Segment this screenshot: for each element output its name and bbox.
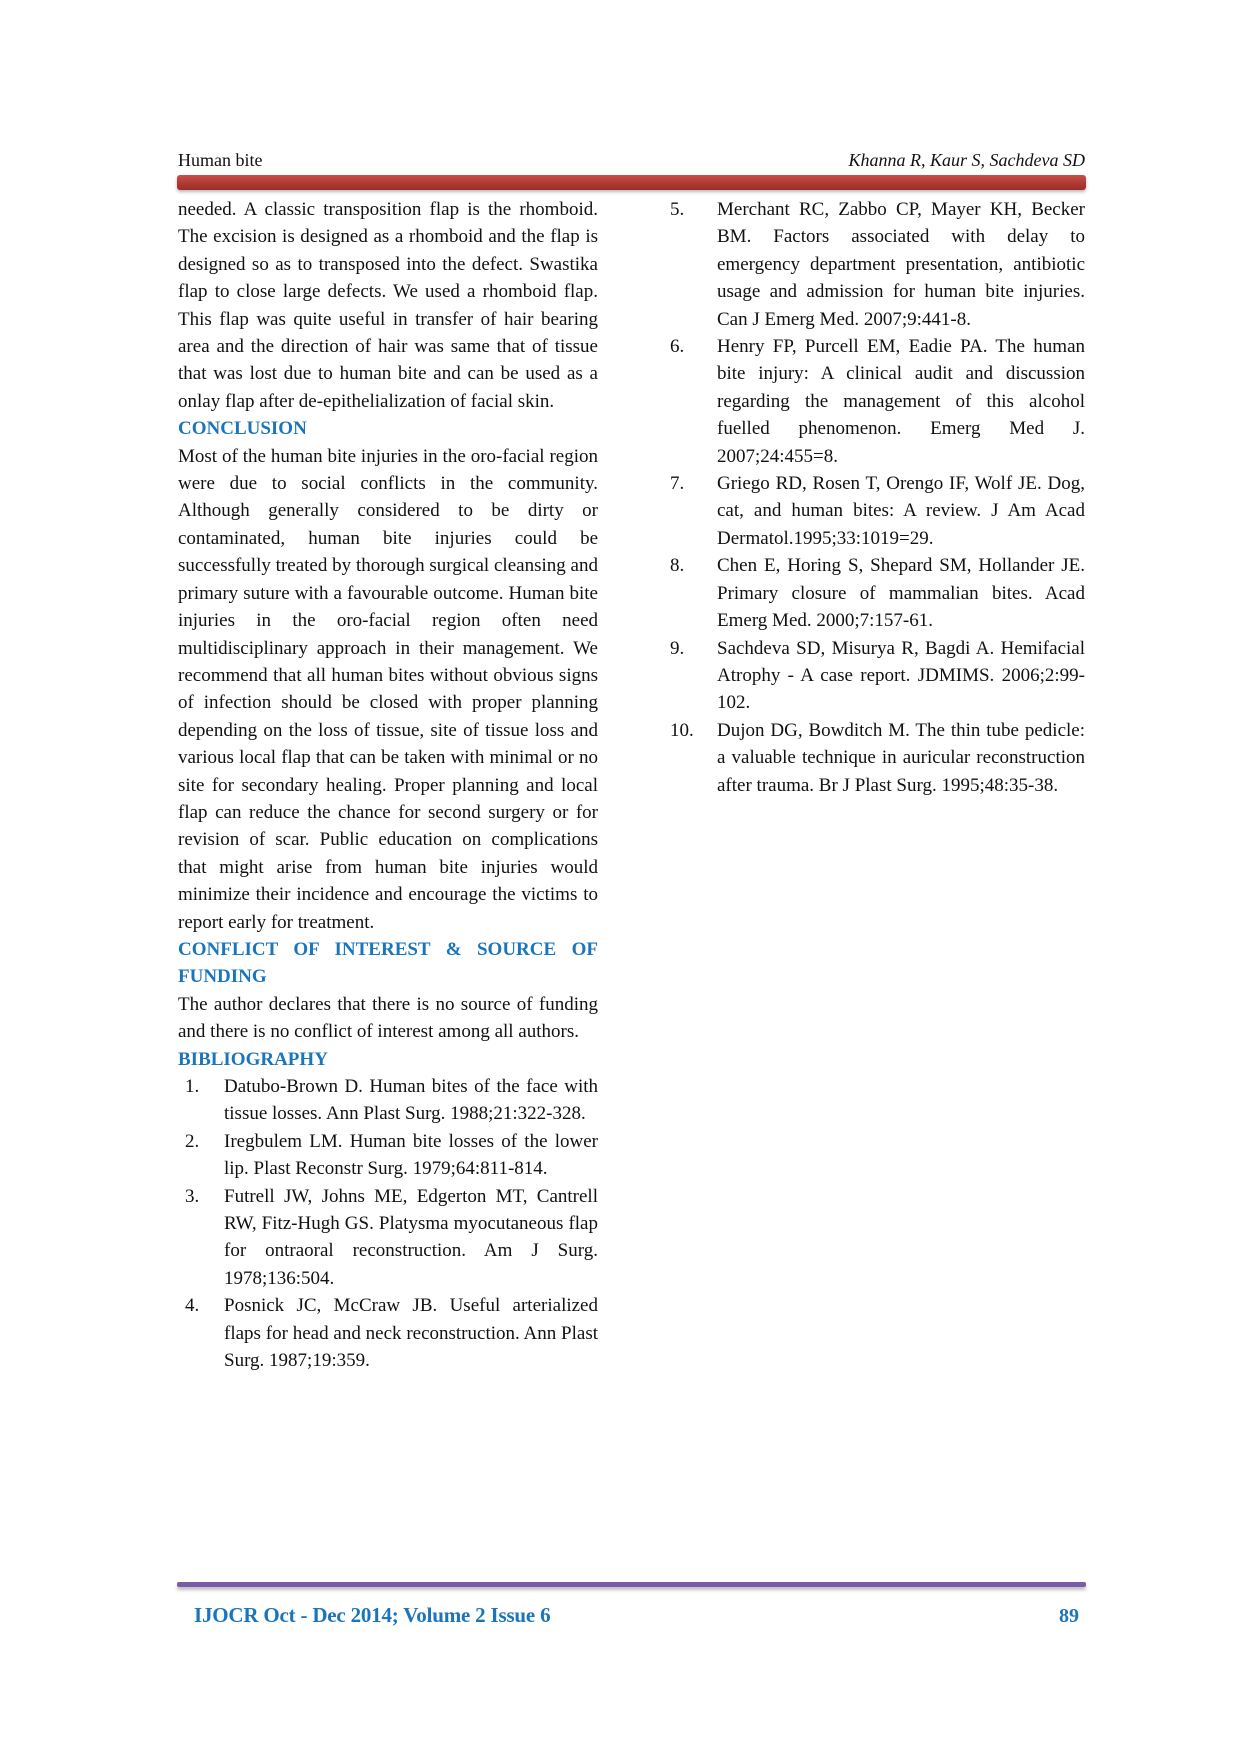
reference-item-2	[178, 1128, 598, 1183]
page-header	[178, 149, 1085, 171]
footer-rule-bar	[177, 1582, 1086, 1587]
running-title: Human bite	[178, 150, 263, 170]
reference-number: 5.	[670, 199, 685, 220]
two-column-body	[178, 196, 1085, 1374]
reference-text: Dujon DG, Bowditch M. The thin tube pedicle: a valuable technique in auricular reconstruction after trauma. Br J Plast Surg. 1995;48:35-38.	[717, 719, 1085, 796]
intro-paragraph: needed. A classic transposition flap is the rhomboid. The excision is designed as a rhomboid and the flap is designed so as to transposed into the defect. Swastika flap to close large defects. We used a rhomboid flap. This flap was quite useful in transfer of hair bearing area and the direction of hair was same that of tissue that was lost due to human bite and can be used as a onlay flap after de-epithelialization of facial skin.	[178, 199, 598, 412]
reference-item-4	[178, 1292, 598, 1374]
reference-item-8	[666, 552, 1085, 634]
reference-number: 6.	[670, 336, 685, 358]
reference-text: Iregbulem LM. Human bite losses of the lower lip. Plast Reconstr Surg. 1979;64:811-814.	[224, 1130, 598, 1180]
page-number: 89	[1059, 1605, 1079, 1627]
reference-item-3	[178, 1183, 598, 1293]
header-rule-bar	[177, 175, 1086, 190]
reference-text: Griego RD, Rosen T, Orengo IF, Wolf JE. Dog, cat, and human bites: A review. J Am Acad Dermatol.1995;33:1019=29.	[717, 473, 1085, 549]
reference-number: 8.	[670, 555, 685, 577]
reference-number: 7.	[670, 473, 685, 495]
reference-number: 4.	[185, 1295, 200, 1317]
reference-number: 9.	[670, 637, 685, 659]
reference-text: Posnick JC, McCraw JB. Useful arterialized flaps for head and neck reconstruction. Ann Plast Surg. 1987;19:359.	[224, 1295, 598, 1372]
reference-item-10	[666, 717, 1085, 799]
right-column	[666, 196, 1085, 1374]
reference-text: Merchant RC, Zabbo CP, Mayer KH, Becker BM. Factors associated with delay to emergency department presentation, antibiotic usage and admission for human bite injuries. Can J Emerg Med. 2007;9:441-8.	[717, 199, 1085, 330]
page-footer	[178, 1603, 1085, 1628]
reference-number: 3.	[185, 1185, 200, 1207]
reference-text: Datubo-Brown D. Human bites of the face with tissue losses. Ann Plast Surg. 1988;21:322-328.	[224, 1076, 598, 1125]
conclusion-paragraph: Most of the human bite injuries in the oro-facial region were due to social conflicts in the community. Although generally considered to be dirty or contaminated, human bite injuries could be successfully treated by thorough surgical cleansing and primary suture with a favourable outcome. Human bite injuries in the oro-facial region often need multidisciplinary approach in their management. We recommend that all human bites without obvious signs of infection should be closed with proper planning depending on the loss of tissue, site of tissue loss and various local flap that can be taken with minimal or no site for secondary healing. Proper planning and local flap can reduce the chance for second surgery or for revision of scar. Public education on complications that might arise from human bite injuries would minimize their incidence and encourage the victims to report early for treatment.	[178, 445, 598, 933]
reference-text: Chen E, Horing S, Shepard SM, Hollander JE. Primary closure of mammalian bites. Acad Emerg Med. 2000;7:157-61.	[717, 555, 1085, 632]
journal-issue-line: IJOCR Oct - Dec 2014; Volume 2 Issue 6	[194, 1603, 551, 1627]
conflict-paragraph: The author declares that there is no source of funding and there is no conflict of interest among all authors.	[178, 993, 598, 1043]
header-authors: Khanna R, Kaur S, Sachdeva SD	[848, 150, 1085, 170]
reference-item-5	[666, 196, 1085, 333]
reference-item-9	[666, 635, 1085, 717]
reference-number: 10.	[670, 719, 694, 741]
reference-text: Sachdeva SD, Misurya R, Bagdi A. Hemifacial Atrophy - A case report. JDMIMS. 2006;2:99-102.	[717, 637, 1085, 714]
left-column	[178, 196, 598, 1374]
reference-item-1	[178, 1073, 598, 1128]
bibliography-heading: BIBLIOGRAPHY	[178, 1048, 328, 1070]
reference-number: 2.	[185, 1130, 200, 1152]
reference-item-7	[666, 470, 1085, 552]
conclusion-heading: CONCLUSION	[178, 418, 307, 440]
reference-text: Futrell JW, Johns ME, Edgerton MT, Cantrell RW, Fitz-Hugh GS. Platysma myocutaneous flap for ontraoral reconstruction. Am J Surg. 1978;136:504.	[224, 1185, 598, 1289]
reference-item-6	[666, 333, 1085, 470]
reference-text: Henry FP, Purcell EM, Eadie PA. The human bite injury: A clinical audit and discussion regarding the management of this alcohol fuelled phenomenon. Emerg Med J. 2007;24:455=8.	[717, 336, 1085, 467]
conflict-of-interest-heading: CONFLICT OF INTEREST & SOURCE OF FUNDING	[178, 938, 598, 988]
reference-number: 1.	[185, 1076, 200, 1097]
